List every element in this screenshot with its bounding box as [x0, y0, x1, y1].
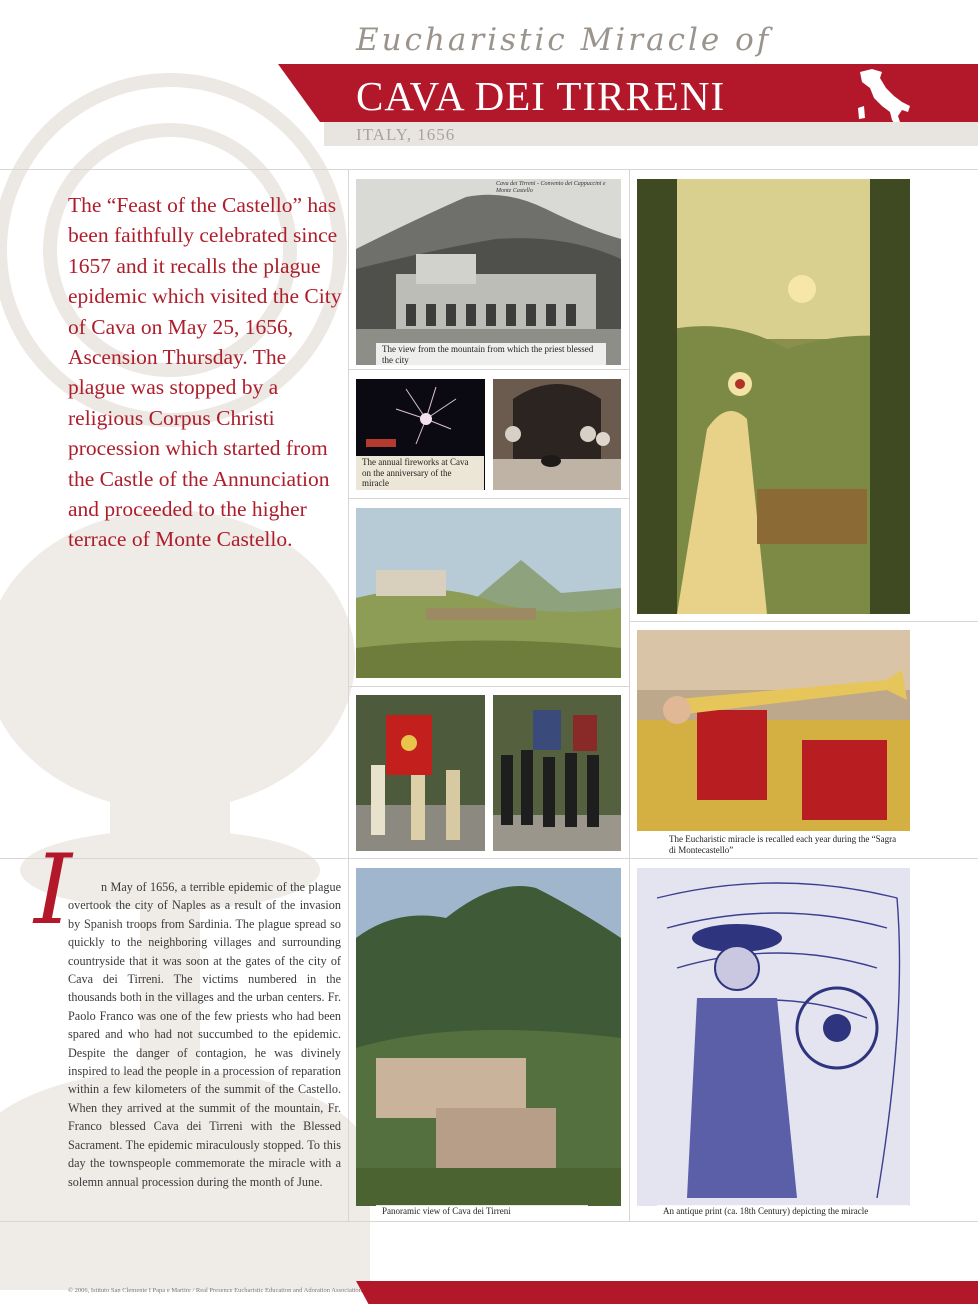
- painting-priest-monstrance: [637, 179, 910, 614]
- antique-print: [637, 868, 910, 1206]
- lead-paragraph: The “Feast of the Castello” has been faithfully celebrated since 1657 and it recalls the plague epidemic which visited the City of Cava on May 25, 1656, Ascension Thursday. The plague was stopped by a religious Corpus Christi procession which started from the Castle of the Annunciation and proceeded to the higher terrace of Monte Castello.: [68, 193, 342, 552]
- photo-procession-crowd: [493, 695, 621, 851]
- photo-cauldron-scene: [493, 379, 621, 490]
- photo-mountain-convent: [356, 179, 621, 365]
- caption-fireworks: The annual fireworks at Cava on the anniversary of the miracle: [356, 456, 484, 490]
- body-paragraph: n May of 1656, a terrible epidemic of the plague overtook the city of Naples as a result of the invasion by Spanish troops from Sardinia. The plague spread so quickly to the neighboring villages and surrounding countryside that it was soon at the gates of the city of Cava dei Tirreni. The victims numbered in the thousands both in the villages and the urban centers. Fr. Paolo Franco was one of the few priests who had been spared and who had not succumbed to the epidemic. Despite the danger of contagion, he was divinely inspired to lead the people in a procession of reparation within a few kilometers of the summit of the Castello. When they arrived at the summit of the mountain, Fr. Franco blessed Cava dei Tirreni with the Blessed Sacrament. The epidemic miraculously stopped. To this day the townspeople commemorate the miracle with a solemn annual procession during the month of June.: [68, 880, 341, 1189]
- photo-sagra-trumpeters: [637, 630, 910, 831]
- drop-cap: I: [34, 834, 72, 946]
- grid-line: [0, 1221, 978, 1222]
- photo-inscription: Cava dei Tirreni - Convento dei Cappuccini e Monte Castello: [496, 181, 606, 194]
- grid-line: [349, 686, 629, 687]
- photo-procession-banner: [356, 695, 485, 851]
- photo-landscape-painting: [356, 508, 621, 678]
- header-script-title: Eucharistic Miracle of: [356, 22, 772, 58]
- page-subtitle: ITALY, 1656: [356, 125, 456, 144]
- caption-mountain-view: The view from the mountain from which the priest blessed the city: [376, 343, 606, 366]
- grid-line: [629, 621, 978, 622]
- grid-line: [348, 169, 349, 1221]
- grid-line: [629, 169, 630, 1221]
- photo-panoramic-view: [356, 868, 621, 1206]
- caption-panoramic: Panoramic view of Cava dei Tirreni: [376, 1205, 588, 1218]
- footer-red-band: [356, 1281, 978, 1304]
- grid-line: [349, 498, 629, 499]
- grid-line: [0, 858, 978, 859]
- copyright-footer: © 2006, Istituto San Clemente I Papa e Martire / Real Presence Eucharistic Education and Adoration Association: [68, 1287, 362, 1294]
- caption-antique-print: An antique print (ca. 18th Century) depicting the miracle: [657, 1205, 909, 1218]
- grid-line: [349, 369, 629, 370]
- grid-line: [0, 169, 978, 170]
- caption-sagra: The Eucharistic miracle is recalled each year during the “Sagra di Montecastello”: [663, 833, 905, 856]
- page-title: CAVA DEI TIRRENI: [356, 73, 726, 119]
